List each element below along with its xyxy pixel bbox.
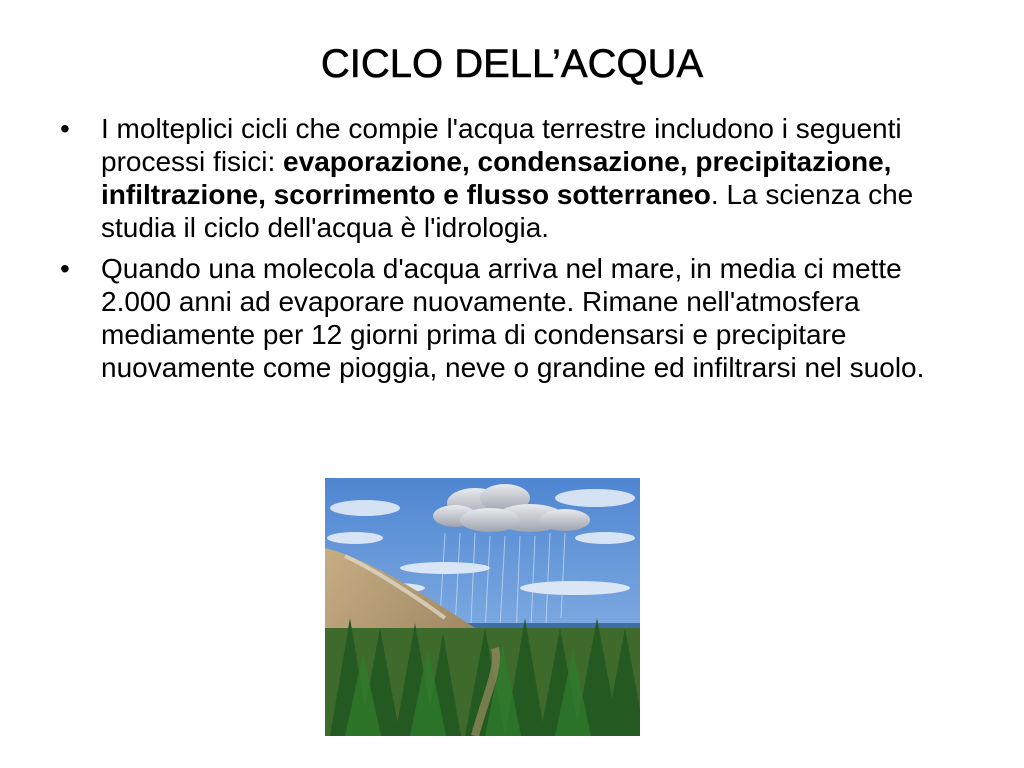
bullet-list — [56, 112, 976, 392]
bullet-marker: • — [60, 113, 70, 144]
bullet-item-2 — [56, 252, 976, 384]
bullet-marker: • — [60, 253, 70, 284]
slide-title: CICLO DELL’ACQUA — [320, 42, 704, 86]
bullet-1-text-start: I molteplici cicli che compie l'acqua terrestre includono i seguenti processi fisici: — [101, 113, 902, 177]
bullet-2-text: Quando una molecola d'acqua arriva nel mare, in media ci mette 2.000 anni ad evaporare nuovamente. Rimane nell'atmosfera mediamente per 12 giorni prima di condensarsi e precipitare nuovamente come pioggia, neve o grandine ed infiltrarsi nel suolo. — [101, 253, 925, 383]
bullet-item-1 — [56, 112, 976, 244]
water-cycle-illustration — [325, 478, 640, 736]
bullet-1-text-end: . La scienza che studia il ciclo dell'acqua è l'idrologia. — [101, 179, 914, 243]
water-cycle-illustration-svg — [325, 478, 640, 736]
bullet-1-processes-bold: evaporazione, condensazione, precipitazione, infiltrazione, scorrimento e flusso sotterraneo — [101, 146, 892, 210]
